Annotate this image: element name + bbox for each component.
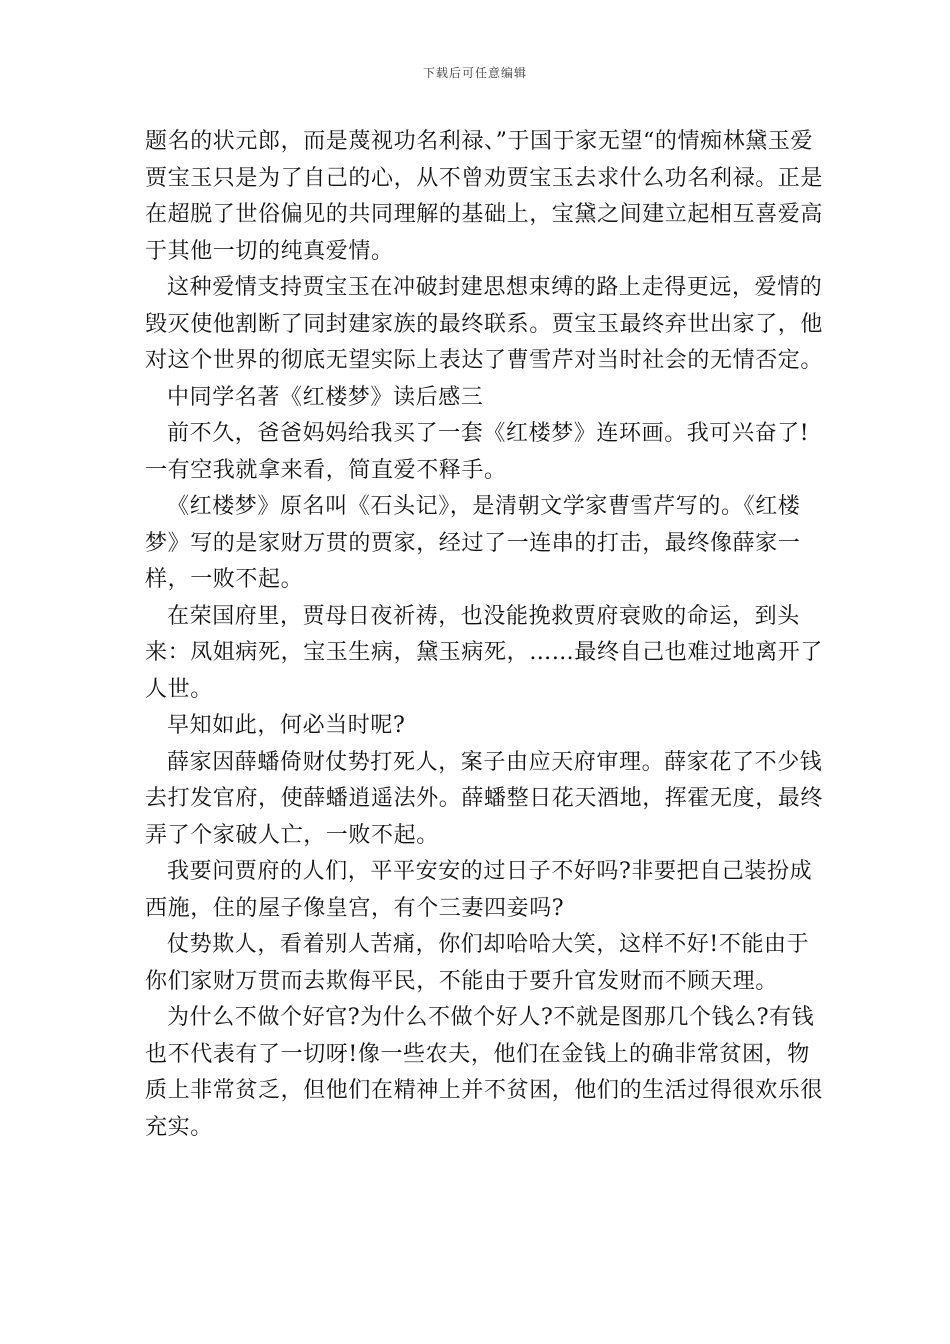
paragraph: 薛家因薛蟠倚财仗势打死人，案子由应天府审理。薛家花了不少钱去打发官府，使薛蟠逍遥法外。薛蟠整日花天酒地，挥霍无度，最终弄了个家破人亡，一败不起。 — [145, 749, 824, 848]
section-title: 中同学名著《红楼梦》读后感三 — [167, 384, 484, 410]
paragraph-continuation: 题名的状元郎，而是蔑视功名利禄、”于国于家无望“的情痴林黛玉爱贾宝玉只是为了自己的心，从不曾劝贾宝玉去求什么功名利禄。正是在超脱了世俗偏见的共同理解的基础上，宝黛之间建立起相互喜爱高于其他一切的纯真爱情。 — [145, 129, 824, 264]
paragraph: 这种爱情支持贾宝玉在冲破封建思想束缚的路上走得更远，爱情的毁灭使他割断了同封建家族的最终联系。贾宝玉最终弃世出家了，他对这个世界的彻底无望实际上表达了曹雪芹对当时社会的无情否定。 — [145, 275, 824, 373]
paragraph: 为什么不做个好官?为什么不做个好人?不就是图那几个钱么?有钱也不代表有了一切呀!像一些农夫，他们在金钱上的确非常贫困，物质上非常贫乏，但他们在精神上并不贫困，他们的生活过得很欢乐很充实。 — [145, 1005, 824, 1140]
paragraph: 早知如此，何必当时呢? — [167, 713, 406, 738]
paragraph: 前不久，爸爸妈妈给我买了一套《红楼梦》连环画。我可兴奋了!一有空我就拿来看，简直爱不释手。 — [145, 421, 810, 483]
paragraph: 仗势欺人，看着别人苦痛，你们却哈哈大笑，这样不好!不能由于你们家财万贯而去欺侮平民，不能由于要升官发财而不顾天理。 — [145, 932, 810, 994]
paragraph: 我要问贾府的人们，平平安安的过日子不好吗?非要把自己装扮成西施，住的屋子像皇宫，有个三妻四妾吗? — [145, 859, 813, 921]
paragraph: 在荣国府里，贾母日夜祈祷，也没能挽救贾府衰败的命运，到头来：凤姐病死，宝玉生病，黛玉病死，……最终自己也难过地离开了人世。 — [145, 603, 824, 702]
document-body — [145, 124, 825, 1146]
paragraph: 《红楼梦》原名叫《石头记》，是清朝文学家曹雪芹写的。《红楼梦》写的是家财万贯的贾家，经过了一连串的打击，最终像薛家一样，一败不起。 — [145, 494, 801, 592]
page-header: 下载后可任意编辑 — [422, 66, 527, 80]
